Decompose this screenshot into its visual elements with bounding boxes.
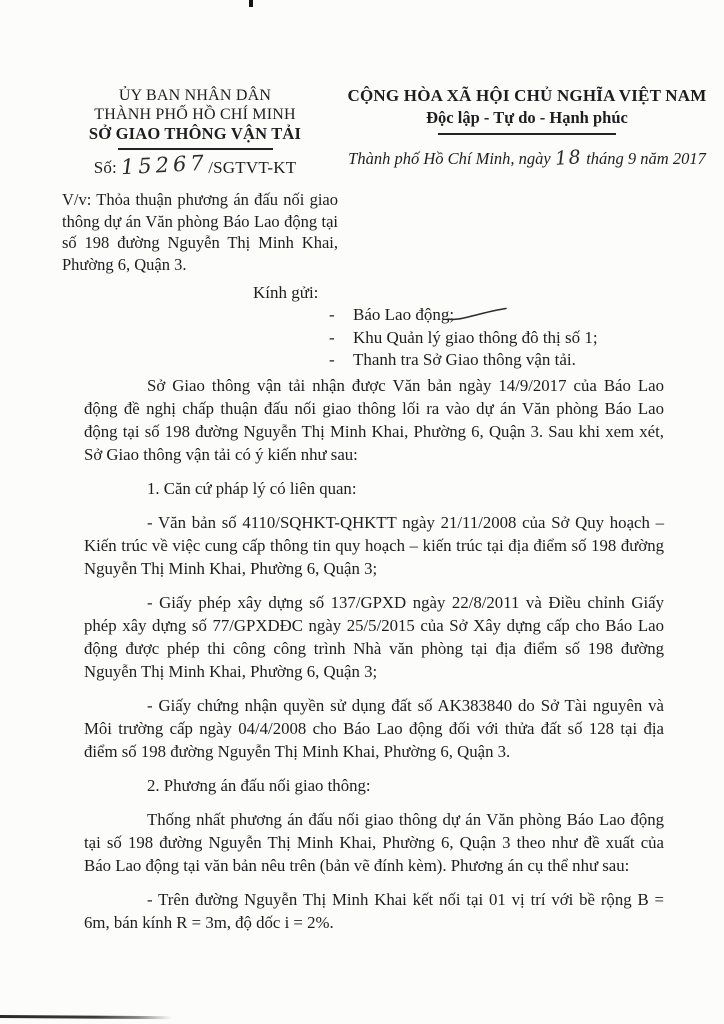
agency-city-line: THÀNH PHỐ HỒ CHÍ MINH [94,106,296,123]
date-prefix: Thành phố Hồ Chí Minh, ngày [348,149,551,168]
recipient-text: Khu Quản lý giao thông đô thị số 1; [353,327,598,347]
recipients-label: Kính gửi: [253,283,319,302]
legal-basis-item: - Giấy phép xây dựng số 137/GPXD ngày 22/8/2011 và Điều chỉnh Giấy phép xây dựng số 77/GPXDĐC ngày 25/5/2015 của Sở Xây dựng cấp cho Báo Lao động được phép thi công công trình Nhà văn phòng tại địa điểm số 198 đường Nguyễn Thị Minh Khai, Phường 6, Quận 3; [84,593,664,681]
recipient-item [329,327,598,348]
recipient-text: Thanh tra Sở Giao thông vận tải. [353,350,576,369]
document-number-suffix: /SGTVT-KT [208,158,297,177]
legal-basis-item: - Giấy chứng nhận quyền sử dụng đất số AK383840 do Sở Tài nguyên và Môi trường cấp ngày 04/4/2008 cho Báo Lao động đối với thửa đất số 128 tại địa điểm số 198 đường Nguyễn Thị Minh Khai, Phường 6, Quận 3. [84,696,664,761]
agency-name-line: SỞ GIAO THÔNG VẬN TẢI [88,124,302,143]
date-suffix: tháng 9 năm 2017 [586,149,706,168]
national-motto-line: Độc lập - Tự do - Hạnh phúc [426,108,628,127]
legal-basis-item: - Văn bản số 4110/SQHKT-QHKTT ngày 21/11/2008 của Sở Quy hoạch – Kiến trúc về việc cung cấp thông tin quy hoạch – kiến trúc tại địa điểm số 198 đường Nguyễn Thị Minh Khai, Phường 6, Quận 3; [84,513,664,578]
scan-crop-mark [249,0,253,7]
recipient-text: Báo Lao động; [353,305,455,324]
recipient-dash: - [329,350,335,369]
intro-paragraph: Sở Giao thông vận tải nhận được Văn bản ngày 14/9/2017 của Báo Lao động đề nghị chấp thuận đấu nối giao thông lối ra vào dự án Văn phòng Báo Lao động tại số 198 đường Nguyễn Thị Minh Khai, Phường 6, Quận 3. Sau khi xem xét, Sở Giao thông vận tải có ý kiến như sau: [84,376,664,464]
recipient-dash: - [329,305,335,324]
letter-body [84,374,664,945]
issuing-agency-block [56,86,334,180]
section1-heading: 1. Căn cứ pháp lý có liên quan: [147,479,357,498]
agency-underline [118,148,273,150]
date-day-handwritten: 18 [554,146,583,170]
recipient-dash: - [329,327,335,347]
document-number-handwritten: 15267 [120,150,209,180]
agency-parent-line: ỦY BAN NHÂN DÂN [118,87,272,104]
national-header-block [342,86,712,169]
document-number-label: Số: [93,158,117,177]
place-date-line [342,147,712,169]
section2-heading: 2. Phương án đấu nối giao thông: [147,776,371,795]
recipient-item [329,304,598,325]
subject-block: V/v: Thỏa thuận phương án đấu nối giao thông dự án Văn phòng Báo Lao động tại số 198 đường Nguyễn Thị Minh Khai, Phường 6, Quận 3. [62,190,338,274]
agreement-paragraph: Thống nhất phương án đấu nối giao thông dự án Văn phòng Báo Lao động tại số 198 đường Nguyễn Thị Minh Khai, Phường 6, Quận 3 theo như đề xuất của Báo Lao động tại văn bản nêu trên (bản vẽ đính kèm). Phương án cụ thể như sau: [84,810,664,875]
national-title-line: CỘNG HÒA XÃ HỘI CHỦ NGHĨA VIỆT NAM [347,86,707,105]
document-number-line [56,150,334,180]
scan-artifact-line [0,1015,172,1019]
pen-stroke-mark [446,306,508,322]
recipient-item [329,349,598,370]
recipients-list [329,304,598,372]
motto-underline [438,133,616,135]
connection-detail-item: - Trên đường Nguyễn Thị Minh Khai kết nối tại 01 vị trí với bề rộng B = 6m, bán kính R = 3m, độ dốc i = 2%. [84,890,664,932]
